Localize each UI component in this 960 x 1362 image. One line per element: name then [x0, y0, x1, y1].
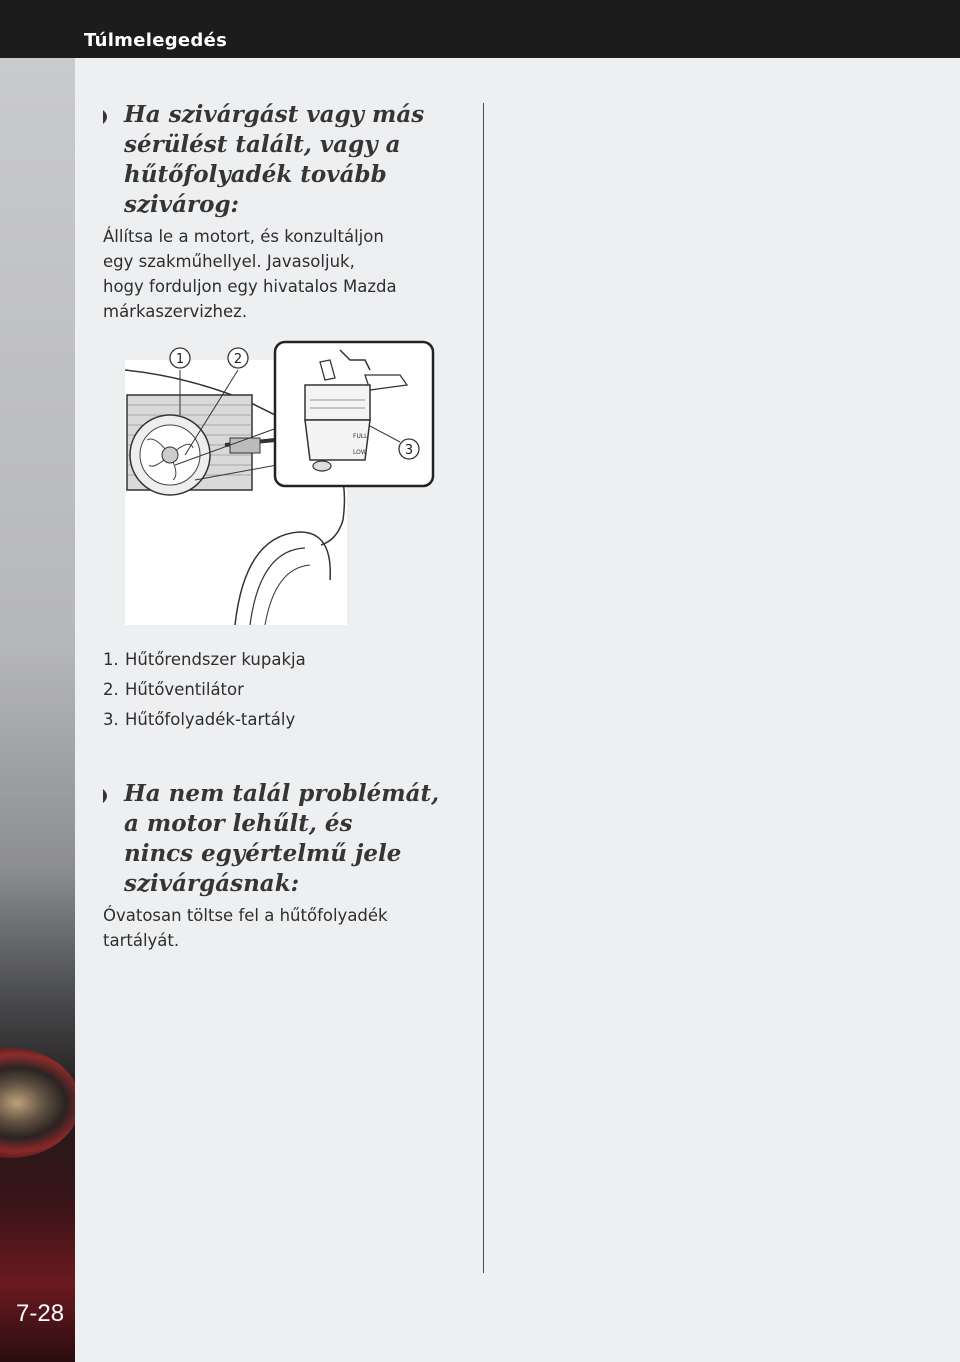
- heading-line: Ha szivárgást vagy más: [124, 101, 425, 128]
- page-header: [0, 0, 960, 58]
- heading-line: a motor lehűlt, és: [124, 810, 353, 837]
- list-item: [103, 645, 448, 675]
- paragraph-line: Óvatosan töltse fel a hűtőfolyadék: [103, 906, 388, 925]
- callout-1: [170, 348, 190, 368]
- leak-paragraph: [103, 224, 448, 324]
- callout-1-label: 1: [175, 352, 185, 367]
- list-label: Hűtőrendszer kupakja: [125, 650, 306, 669]
- heading-line: nincs egyértelmű jele: [124, 840, 402, 867]
- heading-line: szivárog:: [124, 191, 240, 218]
- callout-3: [399, 439, 419, 459]
- paragraph-line: egy szakműhellyel. Javasoljuk,: [103, 252, 355, 271]
- paragraph-line: tartályát.: [103, 931, 180, 950]
- column-divider: [483, 103, 484, 1273]
- engine-illustration-svg: [125, 340, 438, 625]
- headlight-image: [0, 1048, 75, 1158]
- list-label: Hűtőventilátor: [125, 680, 244, 699]
- list-number: 2.: [103, 680, 119, 699]
- list-item: [103, 705, 448, 735]
- full-mark: FULL: [353, 433, 368, 440]
- side-decoration-strip: [0, 58, 75, 1362]
- refill-paragraph: [103, 903, 448, 953]
- list-number: 1.: [103, 650, 119, 669]
- list-item: [103, 675, 448, 705]
- paragraph-line: hogy forduljon egy hivatalos Mazda: [103, 277, 397, 296]
- bullet-icon: [103, 789, 111, 803]
- callout-2: [228, 348, 248, 368]
- component-legend: [103, 645, 448, 735]
- list-number: 3.: [103, 710, 119, 729]
- page-number: 7-28: [16, 1300, 65, 1327]
- engine-cooling-illustration: [125, 340, 438, 625]
- header-title: Túlmelegedés: [84, 30, 228, 51]
- heading-line: hűtőfolyadék tovább: [124, 161, 387, 188]
- list-label: Hűtőfolyadék-tartály: [125, 710, 296, 729]
- callout-2-label: 2: [233, 352, 243, 367]
- heading-line: sérülést talált, vagy a: [124, 131, 401, 158]
- section-heading-no-problem: [103, 779, 448, 899]
- callout-3-label: 3: [404, 443, 414, 458]
- heading-line: szivárgásnak:: [124, 870, 300, 897]
- paragraph-line: Állítsa le a motort, és konzultáljon: [103, 227, 384, 246]
- section-heading-leak: [103, 100, 448, 220]
- heading-line: Ha nem talál problémát,: [124, 780, 440, 807]
- bullet-icon: [103, 110, 111, 124]
- left-column: [103, 100, 448, 953]
- paragraph-line: márkaszervizhez.: [103, 302, 248, 321]
- low-mark: LOW: [353, 449, 367, 456]
